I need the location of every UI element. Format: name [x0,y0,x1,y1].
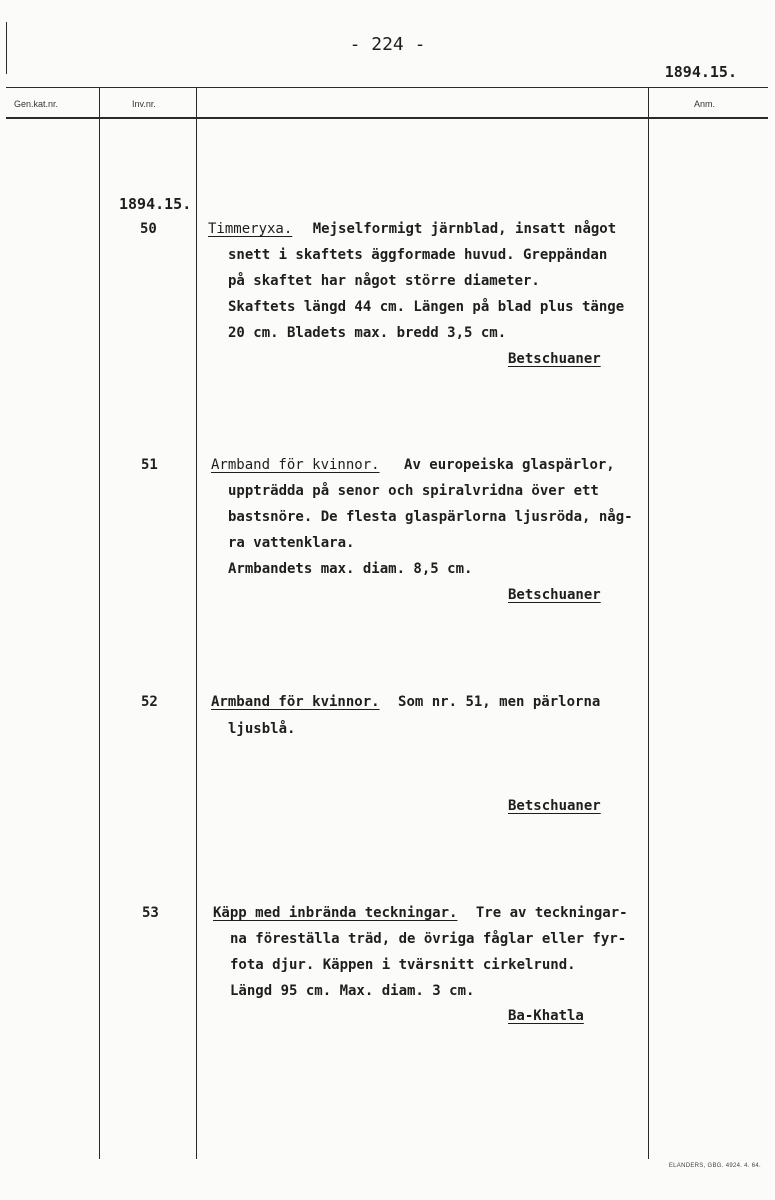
column-header-anm: Anm. [694,99,716,109]
inventory-number: 50 [140,221,157,237]
page-number: - 224 - [349,34,426,55]
column-divider-anm [648,87,649,1159]
inventory-number: 52 [141,694,158,710]
inventory-number: 51 [141,457,158,473]
page-left-rule [6,22,7,74]
header-bottom-rule [6,117,768,119]
column-header-gen-kat-nr: Gen.kat.nr. [14,99,59,109]
entry-text: Tre av teckningar- [475,905,628,921]
entry-collector: Betschuaner [508,351,601,367]
entry-line: Skaftets längd 44 cm. Längen på blad plus tänge [228,299,625,315]
catalog-reference: 1894.15. [664,63,737,81]
entry-line: bastsnöre. De flesta glaspärlorna ljusröda, någ- [228,509,633,525]
entry-line: snett i skaftets äggformade huvud. Greppändan [228,247,608,263]
entry-line: Armbandets max. diam. 8,5 cm. [228,561,473,577]
entry-collector: Betschuaner [508,798,601,814]
header-top-rule [6,87,768,88]
entry-line: uppträdda på senor och spiralvridna över ett [228,483,599,499]
entry-first-line [211,694,600,710]
printer-mark: ELANDERS, GBG. 4924. 4. 64. [668,1163,761,1169]
entry-title: Armband för kvinnor. [211,694,380,710]
entry-title: Käpp med inbrända teckningar. [213,905,458,921]
entry-text: Av europeiska glaspärlor, [404,457,615,473]
entry-line: Längd 95 cm. Max. diam. 3 cm. [230,983,475,999]
entry-collector: Ba-Khatla [508,1008,584,1024]
entry-title: Armband för kvinnor. [211,457,380,473]
entry-line: fota djur. Käppen i tvärsnitt cirkelrund. [230,957,576,973]
entry-first-line [211,457,615,473]
entry-title: Timmeryxa. [208,221,293,237]
entry-first-line [208,221,616,237]
column-divider-desc [196,87,197,1159]
entry-line: ra vattenklara. [228,535,355,551]
entry-line: ljusblå. [228,721,296,737]
entry-line: na föreställa träd, de övriga fåglar eller fyr- [230,931,627,947]
column-divider-inv [99,87,100,1159]
column-header-inv-nr: Inv.nr. [132,99,156,109]
entry-line: på skaftet har något större diameter. [228,273,540,289]
entry-text: Som nr. 51, men pärlorna [398,694,601,710]
inventory-number: 53 [142,905,159,921]
entry-first-line [213,905,628,921]
entry-line: 20 cm. Bladets max. bredd 3,5 cm. [228,325,507,341]
entry-text: Mejselformigt järnblad, insatt något [312,221,617,237]
entry-collector: Betschuaner [508,587,601,603]
section-reference: 1894.15. [119,195,192,213]
